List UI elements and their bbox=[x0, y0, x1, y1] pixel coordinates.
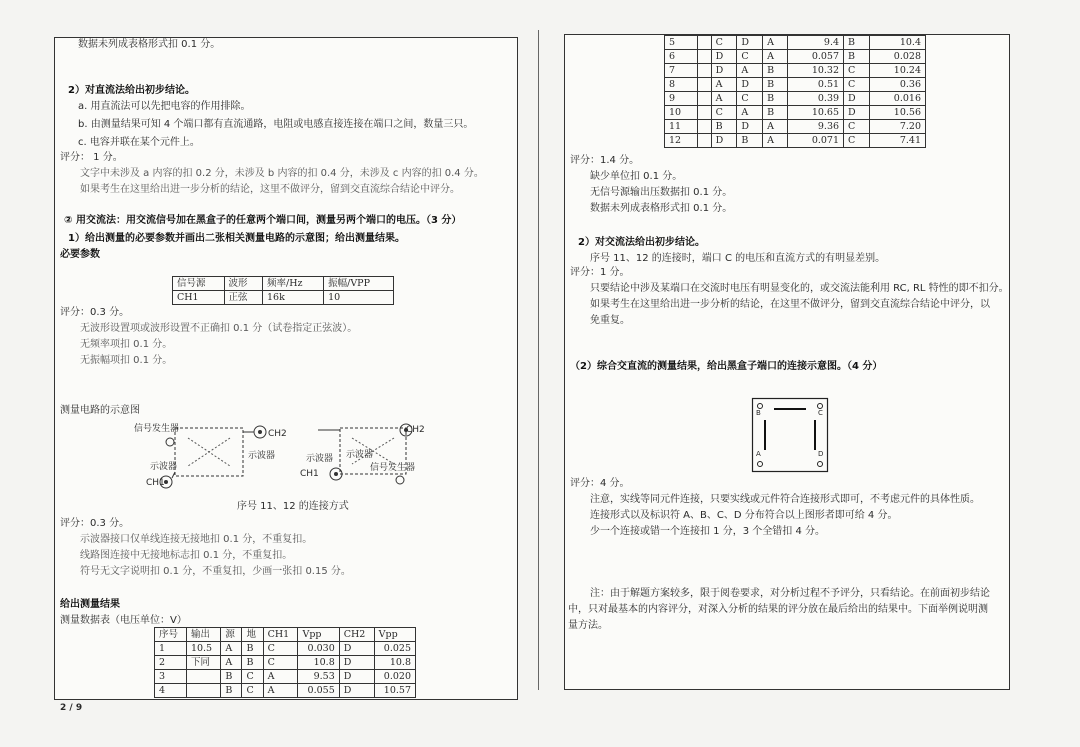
table-cell: A bbox=[763, 50, 788, 64]
table-cell: B bbox=[844, 36, 870, 50]
table-cell: 10.57 bbox=[374, 684, 415, 698]
table-cell: C bbox=[737, 50, 763, 64]
table-cell bbox=[697, 50, 711, 64]
table-cell: D bbox=[339, 656, 374, 670]
table-cell: 11 bbox=[665, 120, 698, 134]
table-cell: A bbox=[763, 120, 788, 134]
note-text: 如果考生在这里给出进一步分析的结论，在这里不做评分，留到交直流综合结论中评分，以 bbox=[590, 299, 990, 310]
table-cell: B bbox=[711, 120, 737, 134]
note-text: 线路图连接中无接地标志扣 0.1 分，不重复扣。 bbox=[80, 550, 293, 561]
section-subheading: 1）给出测量的必要参数并画出二张相关测量电路的示意图；给出测量结果。 bbox=[68, 233, 405, 244]
table-cell: 0.39 bbox=[787, 92, 843, 106]
table-header-cell: 序号 bbox=[155, 628, 187, 642]
score-text: 评分：4 分。 bbox=[570, 478, 630, 489]
table-cell: B bbox=[763, 64, 788, 78]
table-cell: D bbox=[711, 134, 737, 148]
table-cell: 10.32 bbox=[787, 64, 843, 78]
list-item: b. 由测量结果可知 4 个端口都有直流通路，电阻或电感直接连接在端口之间，数量三只。 bbox=[78, 119, 474, 130]
table-cell: 下同 bbox=[186, 656, 220, 670]
table-cell: 8 bbox=[665, 78, 698, 92]
table-header-cell: 源 bbox=[221, 628, 242, 642]
table-row bbox=[155, 656, 416, 670]
table-cell: 0.055 bbox=[298, 684, 339, 698]
port-label-b: B bbox=[756, 409, 761, 417]
table-cell: CH1 bbox=[173, 291, 225, 305]
table-cell: A bbox=[221, 642, 242, 656]
table-cell bbox=[186, 684, 220, 698]
note-text: 注意，实线等同元件连接，只要实线或元件符合连接形式即可，不考虑元件的具体性质。 bbox=[590, 494, 980, 505]
table-cell: C bbox=[711, 106, 737, 120]
table-cell bbox=[186, 670, 220, 684]
table-cell: D bbox=[737, 36, 763, 50]
table-cell: 信号源 bbox=[173, 277, 225, 291]
score-text: 评分：0.3 分。 bbox=[60, 307, 130, 318]
note-text: 少一个连接或错一个连接扣 1 分，3 个全错扣 4 分。 bbox=[590, 526, 825, 537]
note-text: 无振幅项扣 0.1 分。 bbox=[80, 355, 173, 366]
table-cell: 9.36 bbox=[787, 120, 843, 134]
table-cell: 振幅/VPP bbox=[324, 277, 394, 291]
port-label-c: C bbox=[818, 409, 823, 417]
score-text: 评分：0.3 分。 bbox=[60, 518, 130, 529]
table-cell: C bbox=[737, 92, 763, 106]
note-text: 免重复。 bbox=[590, 315, 630, 326]
table-cell: B bbox=[221, 670, 242, 684]
table-cell: D bbox=[339, 670, 374, 684]
table-cell: A bbox=[737, 64, 763, 78]
table-cell: 6 bbox=[665, 50, 698, 64]
section-heading: 2）对直流法给出初步结论。 bbox=[68, 85, 195, 96]
table-cell: 10 bbox=[665, 106, 698, 120]
table-cell: A bbox=[263, 684, 298, 698]
section-heading: 2）对交流法给出初步结论。 bbox=[578, 237, 705, 248]
diagram-label: CH2 bbox=[268, 429, 287, 439]
score-text: 评分：1 分。 bbox=[570, 267, 630, 278]
section-heading: （2）综合交直流的测量结果，给出黑盒子端口的连接示意图。（4 分） bbox=[570, 361, 883, 372]
table-row bbox=[665, 92, 926, 106]
table-row bbox=[173, 277, 394, 291]
table-cell: A bbox=[737, 106, 763, 120]
table-cell: C bbox=[844, 64, 870, 78]
note-text: 数据未列成表格形式扣 0.1 分。 bbox=[590, 203, 733, 214]
list-item: c. 电容并联在某个元件上。 bbox=[78, 137, 200, 148]
diagram-label: 信号发生器 bbox=[134, 424, 180, 434]
measurement-table-continued bbox=[664, 35, 926, 148]
table-cell: 4 bbox=[155, 684, 187, 698]
figure-caption: 序号 11、12 的连接方式 bbox=[237, 501, 349, 512]
table-cell: 0.36 bbox=[869, 78, 925, 92]
table-cell: C bbox=[844, 78, 870, 92]
params-label: 必要参数 bbox=[60, 249, 100, 260]
table-cell bbox=[697, 92, 711, 106]
table-cell: D bbox=[844, 106, 870, 120]
table-cell: C bbox=[263, 642, 298, 656]
table-row bbox=[665, 36, 926, 50]
table-cell: B bbox=[737, 134, 763, 148]
table-cell: 0.016 bbox=[869, 92, 925, 106]
table-header-row bbox=[155, 628, 416, 642]
table-cell: 10.65 bbox=[787, 106, 843, 120]
table-cell: A bbox=[711, 78, 737, 92]
score-text: 评分： 1 分。 bbox=[60, 152, 123, 163]
table-row bbox=[665, 134, 926, 148]
section-heading: ② 用交流法：用交流信号加在黑盒子的任意两个端口间，测量另两个端口的电压。（3 分） bbox=[64, 215, 462, 226]
table-cell: 5 bbox=[665, 36, 698, 50]
table-cell: A bbox=[763, 134, 788, 148]
table-cell: 10 bbox=[324, 291, 394, 305]
table-cell: 10.24 bbox=[869, 64, 925, 78]
table-cell: 10.4 bbox=[869, 36, 925, 50]
table-row bbox=[665, 50, 926, 64]
table-header-cell: CH1 bbox=[263, 628, 298, 642]
diagram-label: 示波器 bbox=[306, 454, 334, 464]
table-row bbox=[173, 291, 394, 305]
table-title: 测量数据表（电压单位：V） bbox=[60, 615, 187, 626]
table-cell: 0.51 bbox=[787, 78, 843, 92]
measurement-table bbox=[154, 627, 416, 698]
table-header-cell: Vpp bbox=[374, 628, 415, 642]
table-cell bbox=[697, 78, 711, 92]
table-cell: 0.025 bbox=[374, 642, 415, 656]
port-label-a: A bbox=[756, 450, 761, 458]
note-text: 示波器接口仅单线连接无接地扣 0.1 分，不重复扣。 bbox=[80, 534, 313, 545]
table-cell: 7.41 bbox=[869, 134, 925, 148]
table-row bbox=[155, 684, 416, 698]
blackbox-connection-diagram bbox=[752, 398, 828, 472]
diagram-label: 示波器 bbox=[346, 450, 374, 460]
table-row bbox=[155, 670, 416, 684]
table-cell: 0.057 bbox=[787, 50, 843, 64]
table-header-cell: 输出 bbox=[186, 628, 220, 642]
diagram-label: CH1 bbox=[146, 478, 165, 488]
table-row bbox=[665, 106, 926, 120]
table-cell: 正弦 bbox=[224, 291, 262, 305]
table-cell: D bbox=[711, 50, 737, 64]
score-text: 评分：1.4 分。 bbox=[570, 155, 640, 166]
table-cell: A bbox=[221, 656, 242, 670]
table-cell: 2 bbox=[155, 656, 187, 670]
note-text: 符号无文字说明扣 0.1 分，不重复扣，少画一张扣 0.15 分。 bbox=[80, 566, 351, 577]
table-header-cell: Vpp bbox=[298, 628, 339, 642]
table-cell: C bbox=[242, 684, 263, 698]
note-text: 连接形式以及标识符 A、B、C、D 分布符合以上图形者即可给 4 分。 bbox=[590, 510, 898, 521]
table-cell: D bbox=[339, 642, 374, 656]
diagram-label: 示波器 bbox=[150, 462, 178, 472]
table-cell: 9.4 bbox=[787, 36, 843, 50]
table-cell: 10.8 bbox=[298, 656, 339, 670]
port-label-d: D bbox=[818, 450, 824, 458]
table-row bbox=[665, 78, 926, 92]
diagram-label: CH2 bbox=[406, 425, 425, 435]
table-cell: B bbox=[763, 106, 788, 120]
table-cell: B bbox=[844, 50, 870, 64]
table-cell bbox=[697, 106, 711, 120]
table-cell: 波形 bbox=[224, 277, 262, 291]
final-note: 中，只对最基本的内容评分，对深入分析的结果的评分放在最后给出的结果中。下面举例说明测 bbox=[568, 604, 988, 615]
text-line: 数据未列成表格形式扣 0.1 分。 bbox=[78, 39, 221, 50]
table-cell: B bbox=[221, 684, 242, 698]
table-cell bbox=[697, 120, 711, 134]
diagram-label: 信号发生器 bbox=[370, 463, 416, 473]
table-cell: 1 bbox=[155, 642, 187, 656]
table-cell: B bbox=[763, 92, 788, 106]
table-cell: C bbox=[242, 670, 263, 684]
final-note: 量方法。 bbox=[568, 620, 608, 631]
table-cell: D bbox=[737, 78, 763, 92]
diagram-label: CH1 bbox=[300, 469, 319, 479]
table-cell: 16k bbox=[263, 291, 324, 305]
table-cell: A bbox=[711, 92, 737, 106]
table-cell: 10.8 bbox=[374, 656, 415, 670]
page-number: 2 / 9 bbox=[60, 703, 83, 713]
table-header-cell: CH2 bbox=[339, 628, 374, 642]
note-text: 只要结论中涉及某端口在交流时电压有明显变化的，或交流法能利用 RC, RL 特性的即不扣分。 bbox=[590, 283, 1009, 294]
note-text: 如果考生在这里给出进一步分析的结论，这里不做评分，留到交直流综合结论中评分。 bbox=[80, 184, 460, 195]
note-text: 无波形设置项或波形设置不正确扣 0.1 分（试卷指定正弦波）。 bbox=[80, 323, 358, 334]
table-cell: 7.20 bbox=[869, 120, 925, 134]
table-header-cell: 地 bbox=[242, 628, 263, 642]
table-cell: 0.071 bbox=[787, 134, 843, 148]
table-cell: D bbox=[737, 120, 763, 134]
table-cell: D bbox=[844, 92, 870, 106]
table-cell: 9 bbox=[665, 92, 698, 106]
page-divider bbox=[538, 30, 539, 690]
table-cell: 10.56 bbox=[869, 106, 925, 120]
table-cell: 3 bbox=[155, 670, 187, 684]
table-cell: 0.030 bbox=[298, 642, 339, 656]
table-cell: A bbox=[763, 36, 788, 50]
list-item: a. 用直流法可以先把电容的作用排除。 bbox=[78, 101, 251, 112]
note-text: 缺少单位扣 0.1 分。 bbox=[590, 171, 683, 182]
table-cell: 12 bbox=[665, 134, 698, 148]
table-row bbox=[665, 120, 926, 134]
table-cell: C bbox=[844, 120, 870, 134]
table-cell: 10.5 bbox=[186, 642, 220, 656]
table-cell: B bbox=[763, 78, 788, 92]
table-cell: 0.020 bbox=[374, 670, 415, 684]
table-cell bbox=[697, 64, 711, 78]
table-cell: 9.53 bbox=[298, 670, 339, 684]
table-cell: A bbox=[263, 670, 298, 684]
params-table bbox=[172, 276, 394, 305]
body-text: 序号 11、12 的连接时，端口 C 的电压和直流方式的有明显差别。 bbox=[590, 253, 886, 264]
note-text: 文字中未涉及 a 内容的扣 0.2 分，未涉及 b 内容的扣 0.4 分，未涉及 c 内容的扣 0.4 分。 bbox=[80, 168, 484, 179]
table-cell: D bbox=[339, 684, 374, 698]
table-cell: C bbox=[263, 656, 298, 670]
section-heading: 给出测量结果 bbox=[60, 599, 120, 610]
note-text: 无频率项扣 0.1 分。 bbox=[80, 339, 173, 350]
table-row bbox=[155, 642, 416, 656]
table-cell bbox=[697, 134, 711, 148]
table-cell: B bbox=[242, 656, 263, 670]
table-cell: B bbox=[242, 642, 263, 656]
final-note: 注：由于解题方案较多，限于阅卷要求，对分析过程不予评分，只看结论。在前面初步结论 bbox=[590, 588, 990, 599]
table-cell: C bbox=[711, 36, 737, 50]
table-cell: 频率/Hz bbox=[263, 277, 324, 291]
circuit-label: 测量电路的示意图 bbox=[60, 405, 140, 416]
note-text: 无信号源输出压数据扣 0.1 分。 bbox=[590, 187, 733, 198]
table-cell bbox=[697, 36, 711, 50]
table-cell: C bbox=[844, 134, 870, 148]
table-cell: 7 bbox=[665, 64, 698, 78]
table-row bbox=[665, 64, 926, 78]
table-cell: 0.028 bbox=[869, 50, 925, 64]
diagram-label: 示波器 bbox=[248, 451, 276, 461]
table-cell: D bbox=[711, 64, 737, 78]
